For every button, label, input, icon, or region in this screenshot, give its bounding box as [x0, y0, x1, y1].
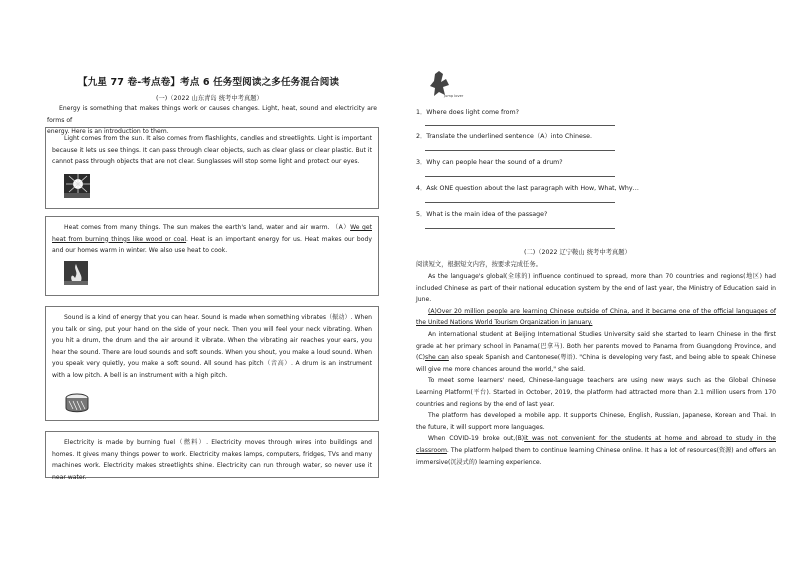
passage-p2 [416, 306, 776, 329]
logo-text: Jump lover [444, 94, 464, 98]
passage-p5: The platform has developed a mobile app. It supports Chinese, English, Russian, Japanese, Korean and Thai. In the future, it will support more languages. [416, 412, 776, 431]
heat-text: Heat comes from many things. The sun makes the earth's land, water and air warm. （A）We get heat from burning things like wood or coal. Heat is an important energy for us. Heat makes our body and our homes warm in winter. We also use heat to cook. [52, 224, 372, 255]
light-box [45, 127, 379, 209]
passage-p1: As the language's global(全球的) influence continued to spread, more than 70 countries and regions(地区) had included Chinese as part of their national education system by the end of last year, the Ministry of Education said in June. [416, 273, 776, 304]
page-title: 【九星 77 卷-考点卷】考点 6 任务型阅读之多任务混合阅读 [78, 77, 340, 88]
section1-source: (一)（2022 山东青岛 统考中考真题） [156, 95, 263, 102]
underlined-c: she can [425, 354, 449, 362]
answer-line-4[interactable] [425, 202, 615, 203]
question-1: 1．Where does light come from? [416, 109, 520, 116]
passage-p6: When COVID-19 broke out,(B)it was not convenient for the students at home and abroad to study in the classroom. The platform helped them to continue learning Chinese online. It has a lot of resources(资源) and offers an immersive(沉浸式的) learning experience. [416, 435, 776, 466]
publisher-logo [427, 68, 464, 100]
intro-line-1: Energy is something that makes things work or causes changes. Light, heat, sound and electricity are forms of [47, 105, 377, 124]
electricity-box [45, 431, 379, 481]
answer-line-2[interactable] [425, 150, 615, 151]
light-text: Light comes from the sun. It also comes from flashlights, candles and streetlights. Light is important because it lets us see things. It can pass through clear objects, such as clear glass or clear plastic. But it cannot pass through objects that are not clear. Sunglasses will stop some light and protect our eyes. [52, 135, 372, 166]
answer-line-5[interactable] [425, 228, 615, 229]
heat-image [64, 261, 88, 285]
passage-p4: To meet some learners' need, Chinese-language teachers are using new ways such as the Global Chinese Learning Platform(平台). Started in October, 2019, the platform had attracted more than 2.1 million users from 170 countries and regions by the end of last year. [416, 377, 776, 408]
underlined-sentence-a2: (A)Over 20 million people are learning Chinese outside of China, and it became one of the official languages of the United Nations World Tourism Organization in January. [416, 307, 776, 327]
passage-p3: An international student at Beijing International Studies University said she started to learn Chinese in the first grade at her primary school in Panama(巴拿马). Both her parents moved to Panama from Guangdong Province, and (C)she can also speak Spanish and Cantonese(粤语). "China is developing very fast, and being able to speak Chinese will give me more chances around the world," she said. [416, 330, 777, 373]
intro-line-2: energy. Here is an introduction to them. [47, 128, 169, 136]
heat-box [45, 216, 379, 296]
electricity-text: Electricity is made by burning fuel（燃料）. Electricity moves through wires into buildings and homes. It gives many things power to work. Electricity makes lamps, computers, fridges, TVs and many machines work. Electricity makes streetlights shine. Electricity can run through water, so never use it near water. [52, 439, 372, 481]
question-3: 3．Why can people hear the sound of a drum? [416, 159, 563, 166]
underlined-sentence-b: it was not convenient for the students at home and abroad to study in the classroom [416, 435, 776, 454]
question-5: 5．What is the main idea of the passage? [416, 211, 548, 218]
answer-line-1[interactable] [425, 125, 615, 126]
section2-passage [416, 271, 776, 468]
light-image [64, 174, 90, 198]
drum-image [64, 391, 90, 415]
underlined-sentence-a: We get heat from burning things like wood or coal [52, 224, 372, 243]
question-4: 4．Ask ONE question about the last paragraph with How, What, Why… [416, 185, 639, 192]
sound-box [45, 306, 379, 421]
section2-source: (二)（2022 辽宁鞍山 统考中考真题） [524, 249, 631, 256]
section2-instruction: 阅读短文，根据短文内容，按要求完成任务。 [416, 261, 542, 268]
answer-line-3[interactable] [425, 176, 615, 177]
question-2: 2．Translate the underlined sentence（A）into Chinese. [416, 133, 592, 140]
sound-text: Sound is a kind of energy that you can hear. Sound is made when something vibrates（振动）. When you talk or sing, put your hand on the side of your neck. Then you will feel your neck vibrating. When you hit a drum, the drum and the air around it vibrate. When the vibrating air reaches your ears, you hear the sound. There are loud sounds and soft sounds. When you shout, you make a loud sound. When you speak very quietly, you make a soft sound. All sound has pitch（音高）. A drum is an instrument with a low pitch. A bell is an instrument with a high pitch. [52, 314, 372, 379]
